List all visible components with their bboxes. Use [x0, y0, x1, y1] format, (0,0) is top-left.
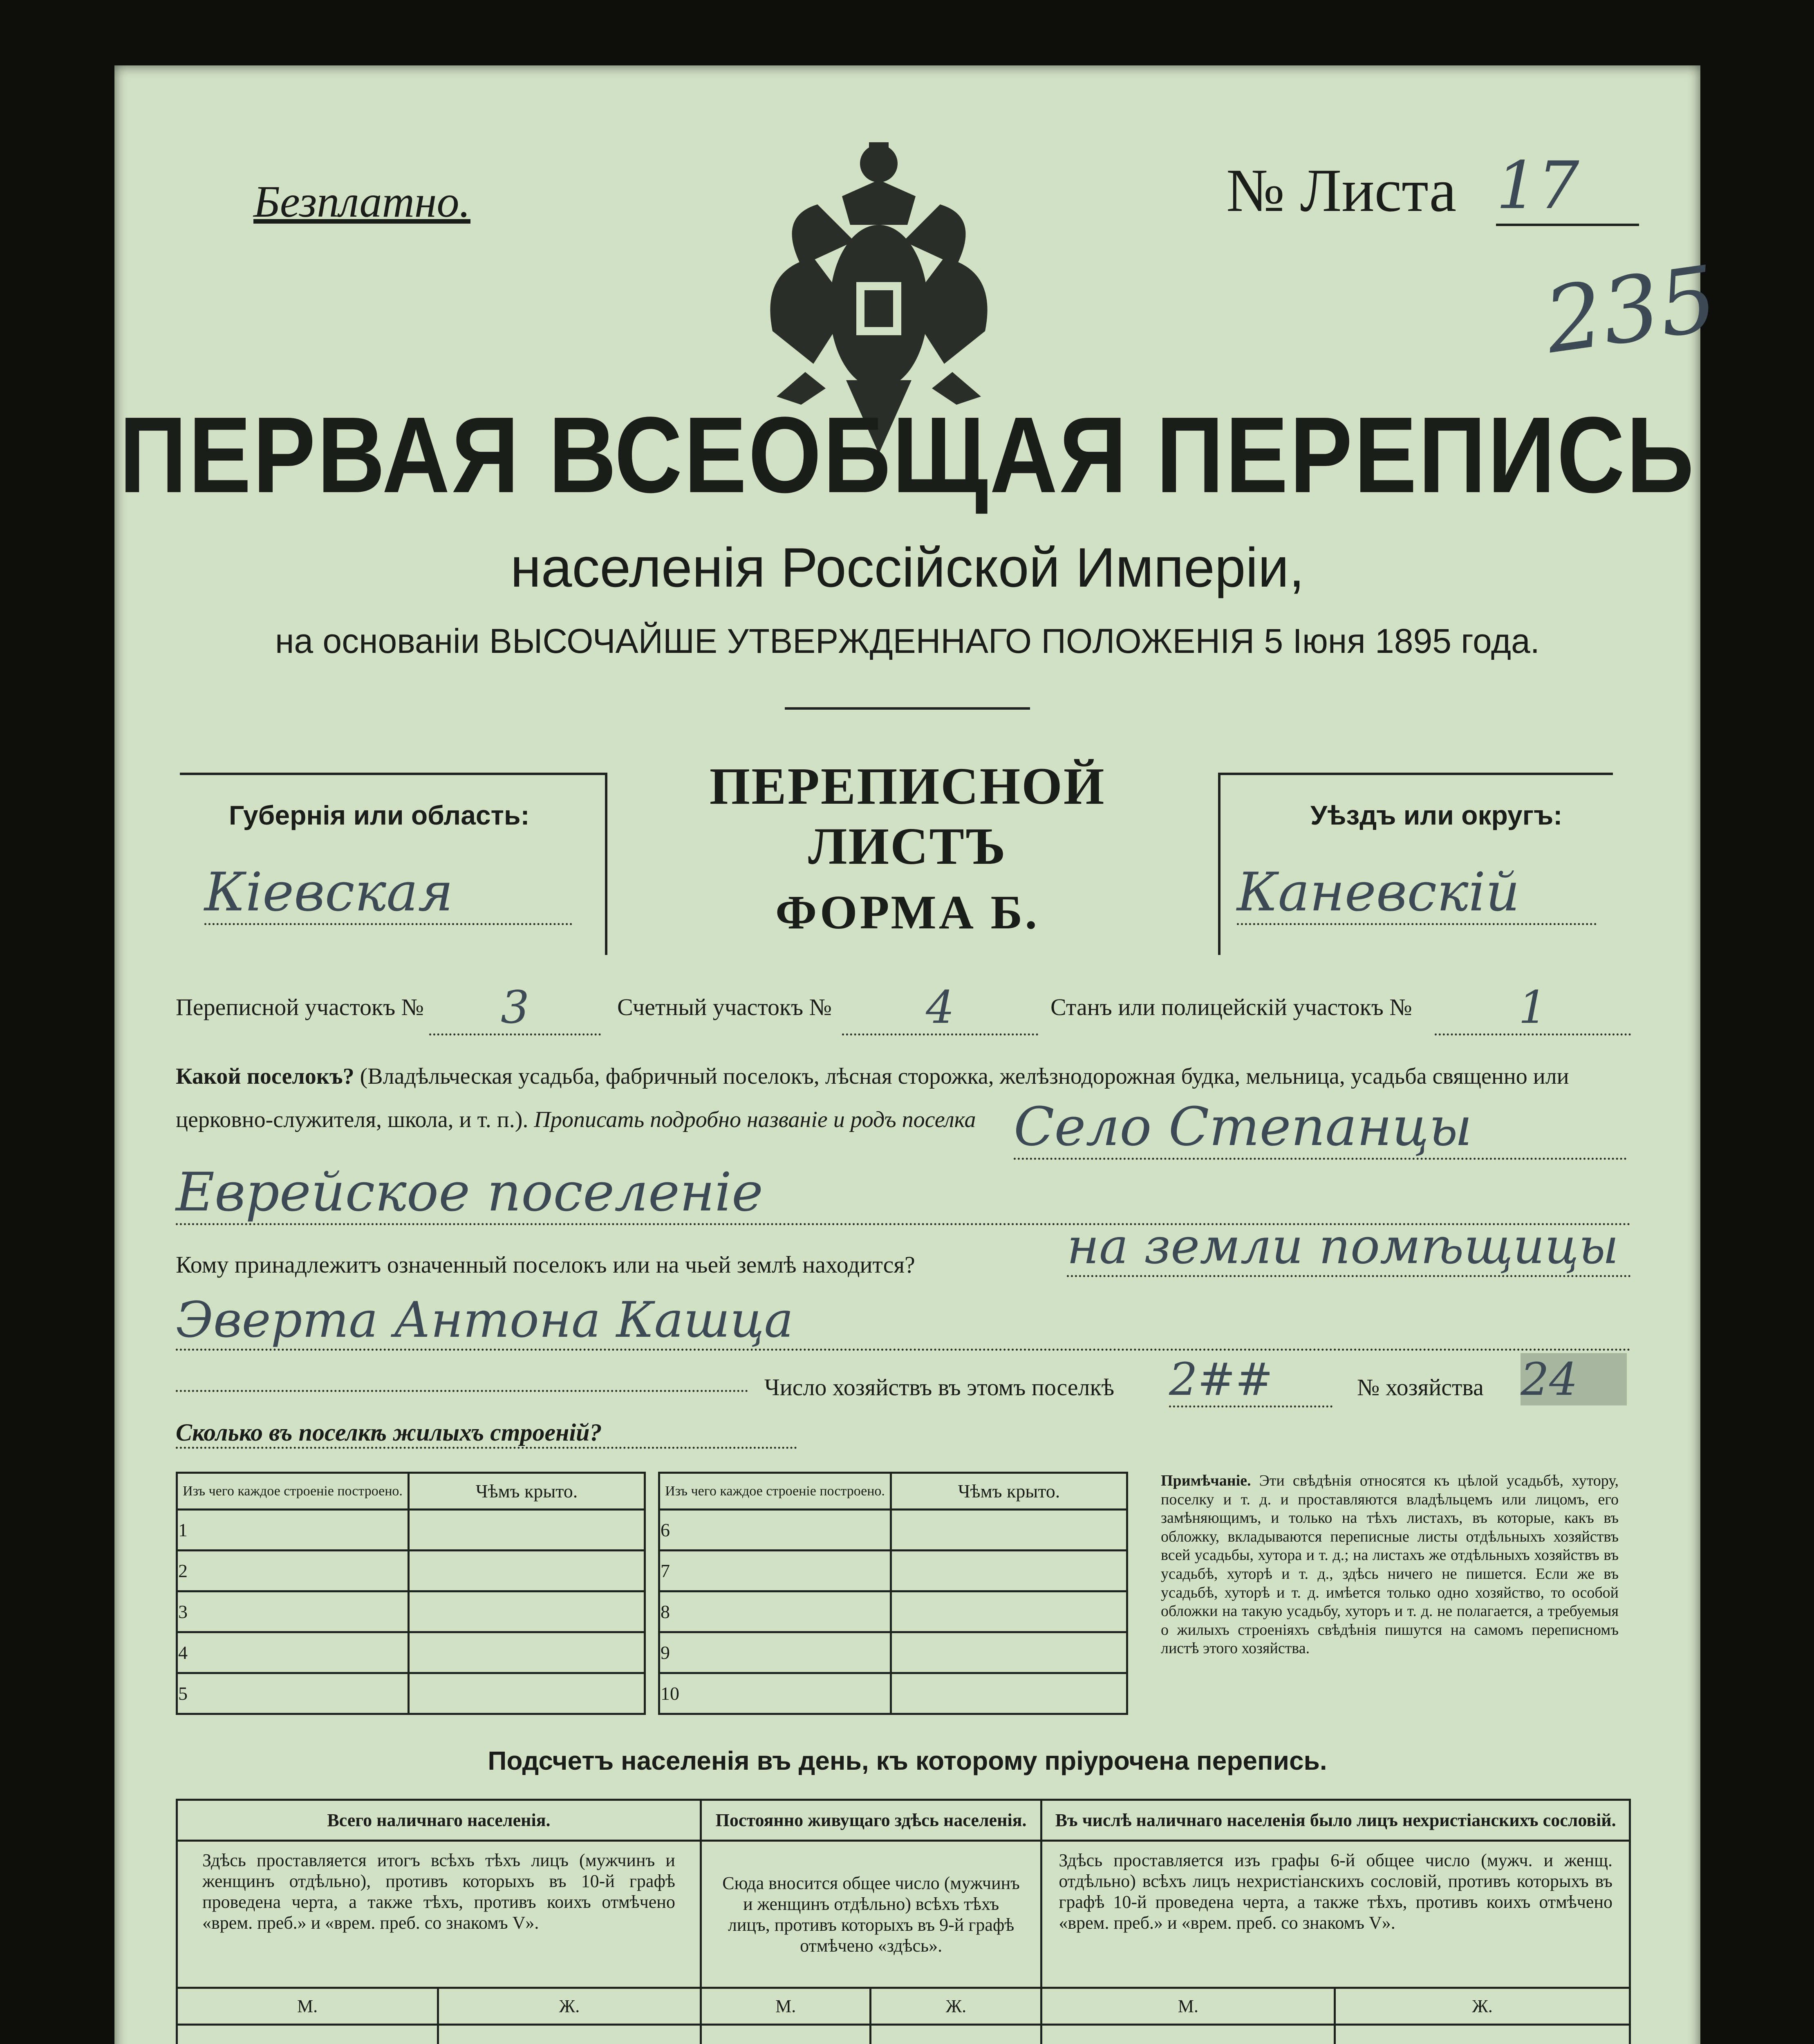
note-head: Примѣчаніе.: [1161, 1472, 1251, 1489]
col-roof-header: Чѣмъ крыто.: [409, 1473, 645, 1510]
roof-cell: [409, 1591, 645, 1632]
value-cell: [701, 2025, 871, 2044]
households-count-label: Число хозяйствъ въ этомъ поселкѣ: [764, 1374, 1115, 1401]
roof-cell: [891, 1551, 1127, 1591]
household-number-value: 24: [1521, 1353, 1627, 1405]
form-title-line1: ПЕРЕПИСНОЙ ЛИСТЪ: [709, 757, 1106, 875]
uezd-box: [1218, 773, 1613, 955]
settlement-value-line1: Село Степанцы: [1014, 1096, 1627, 1160]
col-non-christian-text: Здѣсь проставляется изъ графы 6-й общее число (мужч. и женщ. отдѣльно) всѣхъ лицъ нехристіанскихъ сословій, противъ которыхъ въ графѣ 10-й проведена черта, а также тѣхъ, противъ коихъ отмѣчено «врем. преб.» и «врем. преб. со знакомъ V».: [1041, 1841, 1630, 1988]
guberniya-box: [180, 773, 607, 955]
building-row-3: 3: [177, 1591, 409, 1632]
building-row-9: 9: [659, 1632, 891, 1673]
roof-cell: [891, 1591, 1127, 1632]
counting-district-label: Счетный участокъ №: [617, 994, 832, 1020]
buildings-table-right: [658, 1472, 1128, 1715]
building-row-1: 1: [177, 1510, 409, 1551]
households-leader: [176, 1390, 748, 1392]
roof-cell: [891, 1632, 1127, 1673]
settlement-value-line2: Еврейское поселеніе: [176, 1161, 1631, 1225]
title-divider: [785, 707, 1030, 710]
col-material-header: Изъ чего каждое строеніе построено.: [177, 1473, 409, 1510]
col-material-header: Изъ чего каждое строеніе построено.: [659, 1473, 891, 1510]
districts-line: [176, 981, 1647, 1042]
col-present-header: Всего наличнаго населенія.: [177, 1800, 701, 1841]
owner-value-line1: на земли помѣщицы: [1067, 1218, 1631, 1277]
col-permanent-header: Постоянно живущаго здѣсь населенія.: [701, 1800, 1041, 1841]
buildings-label: Сколько въ поселкѣ жилыхъ строеній?: [176, 1419, 797, 1449]
free-label: Безплатно.: [253, 177, 470, 226]
building-row-10: 10: [659, 1673, 891, 1714]
census-district-label: Переписной участокъ №: [176, 994, 424, 1020]
building-row-6: 6: [659, 1510, 891, 1551]
census-sheet: [114, 65, 1723, 2044]
col-present-text: Здѣсь проставляется итогъ всѣхъ тѣхъ лицъ (мужчинъ и женщинъ отдѣльно), противъ которыхъ въ 10-й графѣ проведена черта, а также тѣхъ, противъ коихъ отмѣчено «врем. преб.» и «врем. преб. со знакомъ V».: [177, 1841, 701, 1988]
form-title: [617, 756, 1198, 940]
male-label: М.: [701, 1988, 871, 2025]
counting-district-value: 4: [842, 981, 1038, 1035]
female-label: Ж.: [871, 1988, 1041, 2025]
household-number-label: № хозяйства: [1357, 1374, 1484, 1401]
value-cell: [1041, 2025, 1335, 2044]
roof-cell: [409, 1510, 645, 1551]
owner-value-line2: Эверта Антона Кашца: [176, 1292, 1631, 1351]
male-label: М.: [177, 1988, 438, 2025]
legal-basis: на основаніи ВЫСОЧАЙШЕ УТВЕРЖДЕННАГО ПОЛОЖЕНІЯ 5 Іюня 1895 года.: [275, 622, 1540, 660]
female-label: Ж.: [1335, 1988, 1630, 2025]
female-label: Ж.: [438, 1988, 701, 2025]
col-non-christian-header: Въ числѣ наличнаго населенія было лицъ нехристіанскихъ сословій.: [1041, 1800, 1630, 1841]
note: [1161, 1472, 1619, 1658]
sheet-number-value: 17: [1496, 147, 1639, 226]
stan-label: Станъ или полицейскій участокъ №: [1050, 994, 1412, 1020]
households-count-value: 2##: [1169, 1353, 1333, 1407]
form-title-line2: ФОРМА Б.: [775, 885, 1039, 939]
value-cell: [177, 2025, 438, 2044]
value-cell: [1335, 2025, 1630, 2044]
settlement-label: Какой поселокъ?: [176, 1064, 354, 1089]
col-permanent-text: Сюда вносится общее число (мужчинъ и женщинъ отдѣльно) всѣхъ тѣхъ лицъ, противъ которыхъ въ 9-й графѣ отмѣчено «здѣсь».: [701, 1841, 1041, 1988]
building-row-7: 7: [659, 1551, 891, 1591]
buildings-table-left: [176, 1472, 646, 1715]
value-cell: [871, 2025, 1041, 2044]
population-count-table: [176, 1799, 1631, 2044]
building-row-2: 2: [177, 1551, 409, 1591]
roof-cell: [891, 1510, 1127, 1551]
settlement-hint: (Владѣльческая усадьба, фабричный поселокъ, лѣсная сторожка, желѣзнодорожная будка, мельница, усадьба священно или церковно-служителя, школа, и т. п.).: [176, 1064, 1569, 1133]
stan-value: 1: [1435, 981, 1631, 1035]
guberniya-label: Губернія или область:: [229, 800, 530, 830]
roof-cell: [891, 1673, 1127, 1714]
settlement-hint-italic: Прописать подробно названіе и родъ поселка: [534, 1107, 976, 1133]
subtitle: населенія Россійской Имперіи,: [510, 536, 1305, 598]
roof-cell: [409, 1673, 645, 1714]
building-row-5: 5: [177, 1673, 409, 1714]
roof-cell: [409, 1551, 645, 1591]
count-title: Подсчетъ населенія въ день, къ которому пріурочена перепись.: [488, 1746, 1327, 1775]
sheet-number-label: № Листа: [1226, 157, 1457, 224]
building-row-8: 8: [659, 1591, 891, 1632]
col-roof-header: Чѣмъ крыто.: [891, 1473, 1127, 1510]
value-cell: [438, 2025, 701, 2044]
male-label: М.: [1041, 1988, 1335, 2025]
uezd-label: Уѣздъ или округъ:: [1310, 800, 1563, 830]
roof-cell: [409, 1632, 645, 1673]
note-text: Эти свѣдѣнія относятся къ цѣлой усадьбѣ, хутору, поселку и т. д. и проставляются владѣльцемъ или лицомъ, его замѣняющимъ, и только на тѣхъ листахъ, въ которые, какъ въ обложку, вкладываются переписные листы отдѣльныхъ хозяйствъ всей усадьбы, хутора и т. д.; на листахъ же отдѣльныхъ хозяйствъ въ усадьбѣ, хуторѣ и т. д., здѣсь ничего не пишется. Если же въ усадьбѣ, хуторѣ и т. д. имѣется только одно хозяйство, то особой обложки на такую усадьбу, хуторъ и т. д. не полагается, а требуемыя о жилыхъ строеніяхъ свѣдѣнія пишутся на самомъ переписномъ листѣ этого хозяйства.: [1161, 1472, 1619, 1657]
building-row-4: 4: [177, 1632, 409, 1673]
census-district-value: 3: [429, 981, 601, 1035]
margin-number: 235: [1539, 246, 1723, 374]
guberniya-value: Кіевская: [204, 861, 572, 925]
main-title: ПЕРВАЯ ВСЕОБЩАЯ ПЕРЕПИСЬ: [119, 394, 1696, 515]
owner-label: Кому принадлежитъ означенный поселокъ или на чьей землѣ находится?: [176, 1251, 915, 1278]
uezd-value: Каневскій: [1237, 861, 1597, 925]
